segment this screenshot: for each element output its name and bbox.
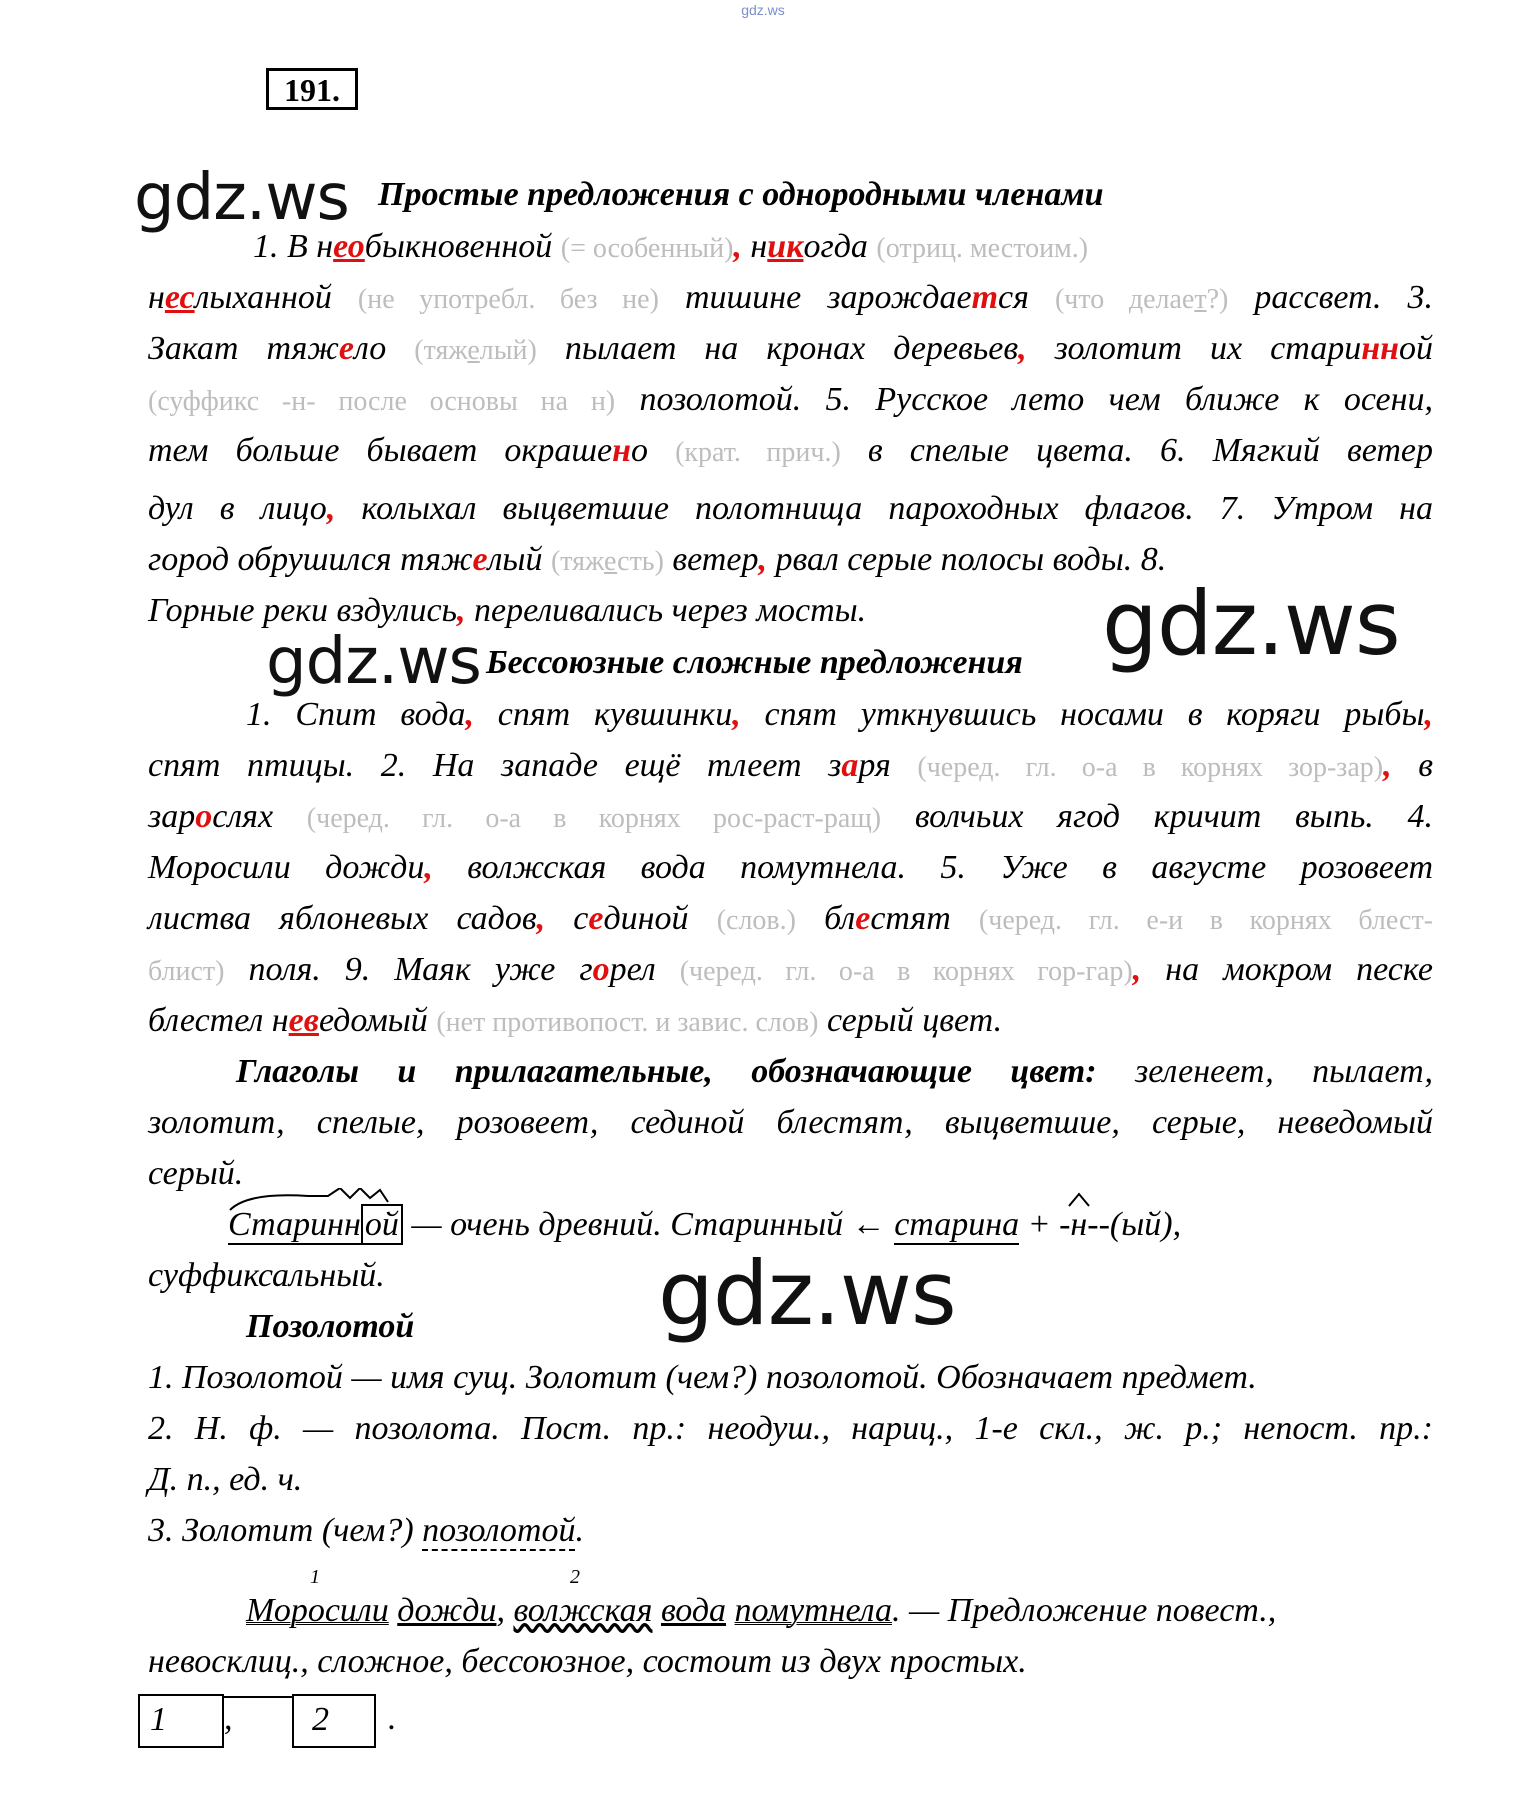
noun-title: Позолотой [246, 1308, 415, 1345]
section1-title: Простые предложения с однородными членами [378, 176, 1104, 213]
s1-line-3: Закат тяжело (тяжелый) пылает на кронах деревьев, золотит их старинной [148, 330, 1433, 367]
parse-line-1: Моросили дожди, волжская вода помутнела. — Предложение повест., [246, 1592, 1277, 1629]
s1-line-6: дул в лицо, колыхал выцветшие полотнища пароходных флагов. 7. Утром на [148, 490, 1433, 527]
scheme-comma: , [224, 1700, 233, 1737]
s2-line-2: спят птицы. 2. На западе ещё тлеет заря (черед. гл. о-а в корнях зор-зар), в [148, 747, 1433, 784]
scheme-box-2: 2 [292, 1694, 376, 1748]
s1-line-1: 1. В необыкновенной (= особенный), никогда (отриц. местоим.) [253, 228, 1089, 265]
colors-line-2: золотит, спелые, розовеет, сединой блестят, выцветшие, серые, неведомый [148, 1104, 1433, 1141]
colors-line-3: серый. [148, 1155, 244, 1192]
suffix-mark [1067, 1192, 1091, 1208]
s2-line-5: листва яблоневых садов, сединой (слов.) блестят (черед. гл. е-и в корнях блест- [148, 900, 1434, 937]
noun-line-3: Д. п., ед. ч. [148, 1461, 303, 1498]
noun-line-2: 2. Н. ф. — позолота. Пост. пр.: неодуш., нариц., 1-е скл., ж. р.; непост. пр.: [148, 1410, 1433, 1447]
s2-line-7: блестел неведомый (нет противопост. и завис. слов) серый цвет. [148, 1002, 1003, 1039]
s1-line-2: неслыханной (не употребл. без не) тишине зарождается (что делает?) рассвет. 3. [148, 279, 1434, 316]
section2-title: Бессоюзные сложные предложения [486, 644, 1023, 681]
s2-line-3: зарослях (черед. гл. о-а в корнях рос-раст-ращ) волчьих ягод кричит выпь. 4. [148, 798, 1434, 835]
s1-line-5: тем больше бывает окрашено (крат. прич.) в спелые цвета. 6. Мягкий ветер [148, 432, 1434, 469]
root-arc-mark [228, 1188, 408, 1212]
watermark-3: gdz.ws [266, 625, 481, 699]
top-watermark: gdz.ws [741, 2, 785, 18]
noun-line-1: 1. Позолотой — имя сущ. Золотит (чем?) позолотой. Обозначает предмет. [148, 1359, 1257, 1396]
s1-line-8: Горные реки вздулись, переливались через мосты. [148, 592, 867, 629]
morph-base: старина [894, 1206, 1020, 1243]
clause-number-2: 2 [570, 1566, 580, 1588]
morph-word [228, 1206, 403, 1243]
watermark-1: gdz.ws [134, 161, 349, 235]
scheme-end: . [388, 1700, 397, 1737]
task-number: 191. [266, 68, 358, 110]
clause-number-1: 1 [310, 1566, 320, 1588]
morph-root: Старинн [228, 1206, 361, 1243]
morph-line-2: суффиксальный. [148, 1257, 385, 1294]
morph-ending: ой [361, 1204, 403, 1245]
morph-suffix: -н- [1059, 1206, 1099, 1243]
morph-line-1: Старинн ой — очень древний. Старинный ← старина + -н- -(ый), [148, 1206, 1433, 1243]
scheme-connector [224, 1696, 292, 1698]
scheme-box-1: 1 [138, 1694, 224, 1748]
noun-line-4: 3. Золотит (чем?) позолотой. [148, 1512, 584, 1549]
colors-line-1: Глаголы и прилагательные, обозначающие цвет: зеленеет, пылает, [236, 1053, 1433, 1090]
s1-line-7: город обрушился тяжелый (тяжесть) ветер, рвал серые полосы воды. 8. [148, 541, 1167, 578]
s2-line-1: 1. Спит вода, спят кувшинки, спят уткнувшись носами в коряги рыбы, [246, 696, 1433, 733]
watermark-2: gdz.ws [1102, 572, 1400, 675]
parse-line-2: невосклиц., сложное, бессоюзное, состоит из двух простых. [148, 1643, 1027, 1680]
watermark-4: gdz.ws [658, 1242, 956, 1345]
s2-line-6: блист) поля. 9. Маяк уже горел (черед. гл. о-а в корнях гор-гар), на мокром песке [148, 951, 1433, 988]
s1-line-4: (суффикс -н- после основы на н) позолотой. 5. Русское лето чем ближе к осени, [148, 381, 1433, 418]
s2-line-4: Моросили дожди, волжская вода помутнела. 5. Уже в августе розовеет [148, 849, 1433, 886]
